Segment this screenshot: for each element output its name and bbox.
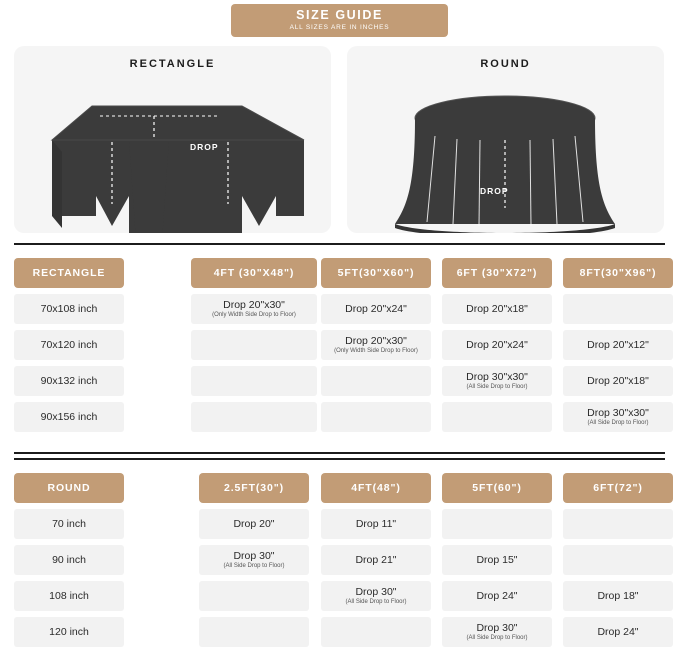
- table-cell: Drop 30" (All Side Drop to Floor): [321, 581, 431, 611]
- round-illustration-panel: [347, 46, 664, 233]
- table-row: 90x156 inch: [14, 402, 124, 432]
- round-5ft-column: [442, 473, 552, 647]
- round-6ft-header: 6FT(72"): [563, 473, 673, 503]
- table-cell: [442, 509, 552, 539]
- table-row: 90 inch: [14, 545, 124, 575]
- table-row: 70x108 inch: [14, 294, 124, 324]
- table-cell: [563, 294, 673, 324]
- table-cell: Drop 20"x24": [442, 330, 552, 360]
- table-cell: Drop 30"x30" (All Side Drop to Floor): [563, 402, 673, 432]
- round-table-illustration: [347, 76, 664, 233]
- table-cell: [321, 617, 431, 647]
- table-cell: Drop 18": [563, 581, 673, 611]
- round-2-5ft-header: 2.5FT(30"): [199, 473, 309, 503]
- table-cell: Drop 24": [442, 581, 552, 611]
- table-row: 70x120 inch: [14, 330, 124, 360]
- table-cell: Drop 30" (All Side Drop to Floor): [442, 617, 552, 647]
- rectangle-table-illustration: [14, 76, 331, 233]
- rectangle-4ft-header: 4FT (30"X48"): [191, 258, 317, 288]
- table-cell: [321, 366, 431, 396]
- rectangle-5ft-header: 5FT(30"X60"): [321, 258, 431, 288]
- round-6ft-column: [563, 473, 673, 647]
- table-cell: [442, 402, 552, 432]
- table-cell: Drop 21": [321, 545, 431, 575]
- divider-rule-middle-2: [14, 458, 665, 460]
- rectangle-6ft-header: 6FT (30"X72"): [442, 258, 552, 288]
- round-5ft-header: 5FT(60"): [442, 473, 552, 503]
- table-cell: Drop 20"x18": [442, 294, 552, 324]
- table-cell: Drop 30" (All Side Drop to Floor): [199, 545, 309, 575]
- table-cell: [191, 366, 317, 396]
- table-row: 120 inch: [14, 617, 124, 647]
- table-row: 108 inch: [14, 581, 124, 611]
- table-cell: Drop 20"x30" (Only Width Side Drop to Floor): [321, 330, 431, 360]
- table-cell: Drop 30"x30" (All Side Drop to Floor): [442, 366, 552, 396]
- table-cell: Drop 20"x24": [321, 294, 431, 324]
- rectangle-illustration-panel: [14, 46, 331, 233]
- rectangle-8ft-header: 8FT(30"X96"): [563, 258, 673, 288]
- rectangle-6ft-column: [442, 258, 552, 432]
- table-cell: Drop 15": [442, 545, 552, 575]
- table-cell: [563, 545, 673, 575]
- table-cell: [191, 402, 317, 432]
- size-guide-header-badge: [231, 4, 448, 37]
- table-cell: Drop 20": [199, 509, 309, 539]
- table-cell: Drop 20"x30" (Only Width Side Drop to Floor): [191, 294, 317, 324]
- round-drop-label: DROP: [480, 186, 509, 196]
- rectangle-size-column: [14, 258, 124, 432]
- table-cell: [563, 509, 673, 539]
- table-row: 70 inch: [14, 509, 124, 539]
- table-cell: [191, 330, 317, 360]
- round-4ft-header: 4FT(48"): [321, 473, 431, 503]
- table-cell: [199, 617, 309, 647]
- round-panel-title: ROUND: [480, 58, 531, 70]
- rectangle-drop-label: DROP: [190, 142, 219, 152]
- page-subtitle: ALL SIZES ARE IN INCHES: [289, 24, 390, 31]
- round-size-column: [14, 473, 124, 647]
- table-cell: [199, 581, 309, 611]
- table-cell: Drop 11": [321, 509, 431, 539]
- round-column-header: ROUND: [14, 473, 124, 503]
- divider-rule-top: [14, 243, 665, 245]
- rectangle-4ft-column: [191, 258, 317, 432]
- table-row: 90x132 inch: [14, 366, 124, 396]
- table-cell: Drop 20"x18": [563, 366, 673, 396]
- rectangle-column-header: RECTANGLE: [14, 258, 124, 288]
- round-2-5ft-column: [199, 473, 309, 647]
- rectangle-5ft-column: [321, 258, 431, 432]
- table-cell: Drop 24": [563, 617, 673, 647]
- rectangle-8ft-column: [563, 258, 673, 432]
- rectangle-panel-title: RECTANGLE: [129, 58, 216, 70]
- round-4ft-column: [321, 473, 431, 647]
- divider-rule-middle-1: [14, 452, 665, 454]
- table-cell: Drop 20"x12": [563, 330, 673, 360]
- table-cell: [321, 402, 431, 432]
- page-title: SIZE GUIDE: [296, 8, 383, 22]
